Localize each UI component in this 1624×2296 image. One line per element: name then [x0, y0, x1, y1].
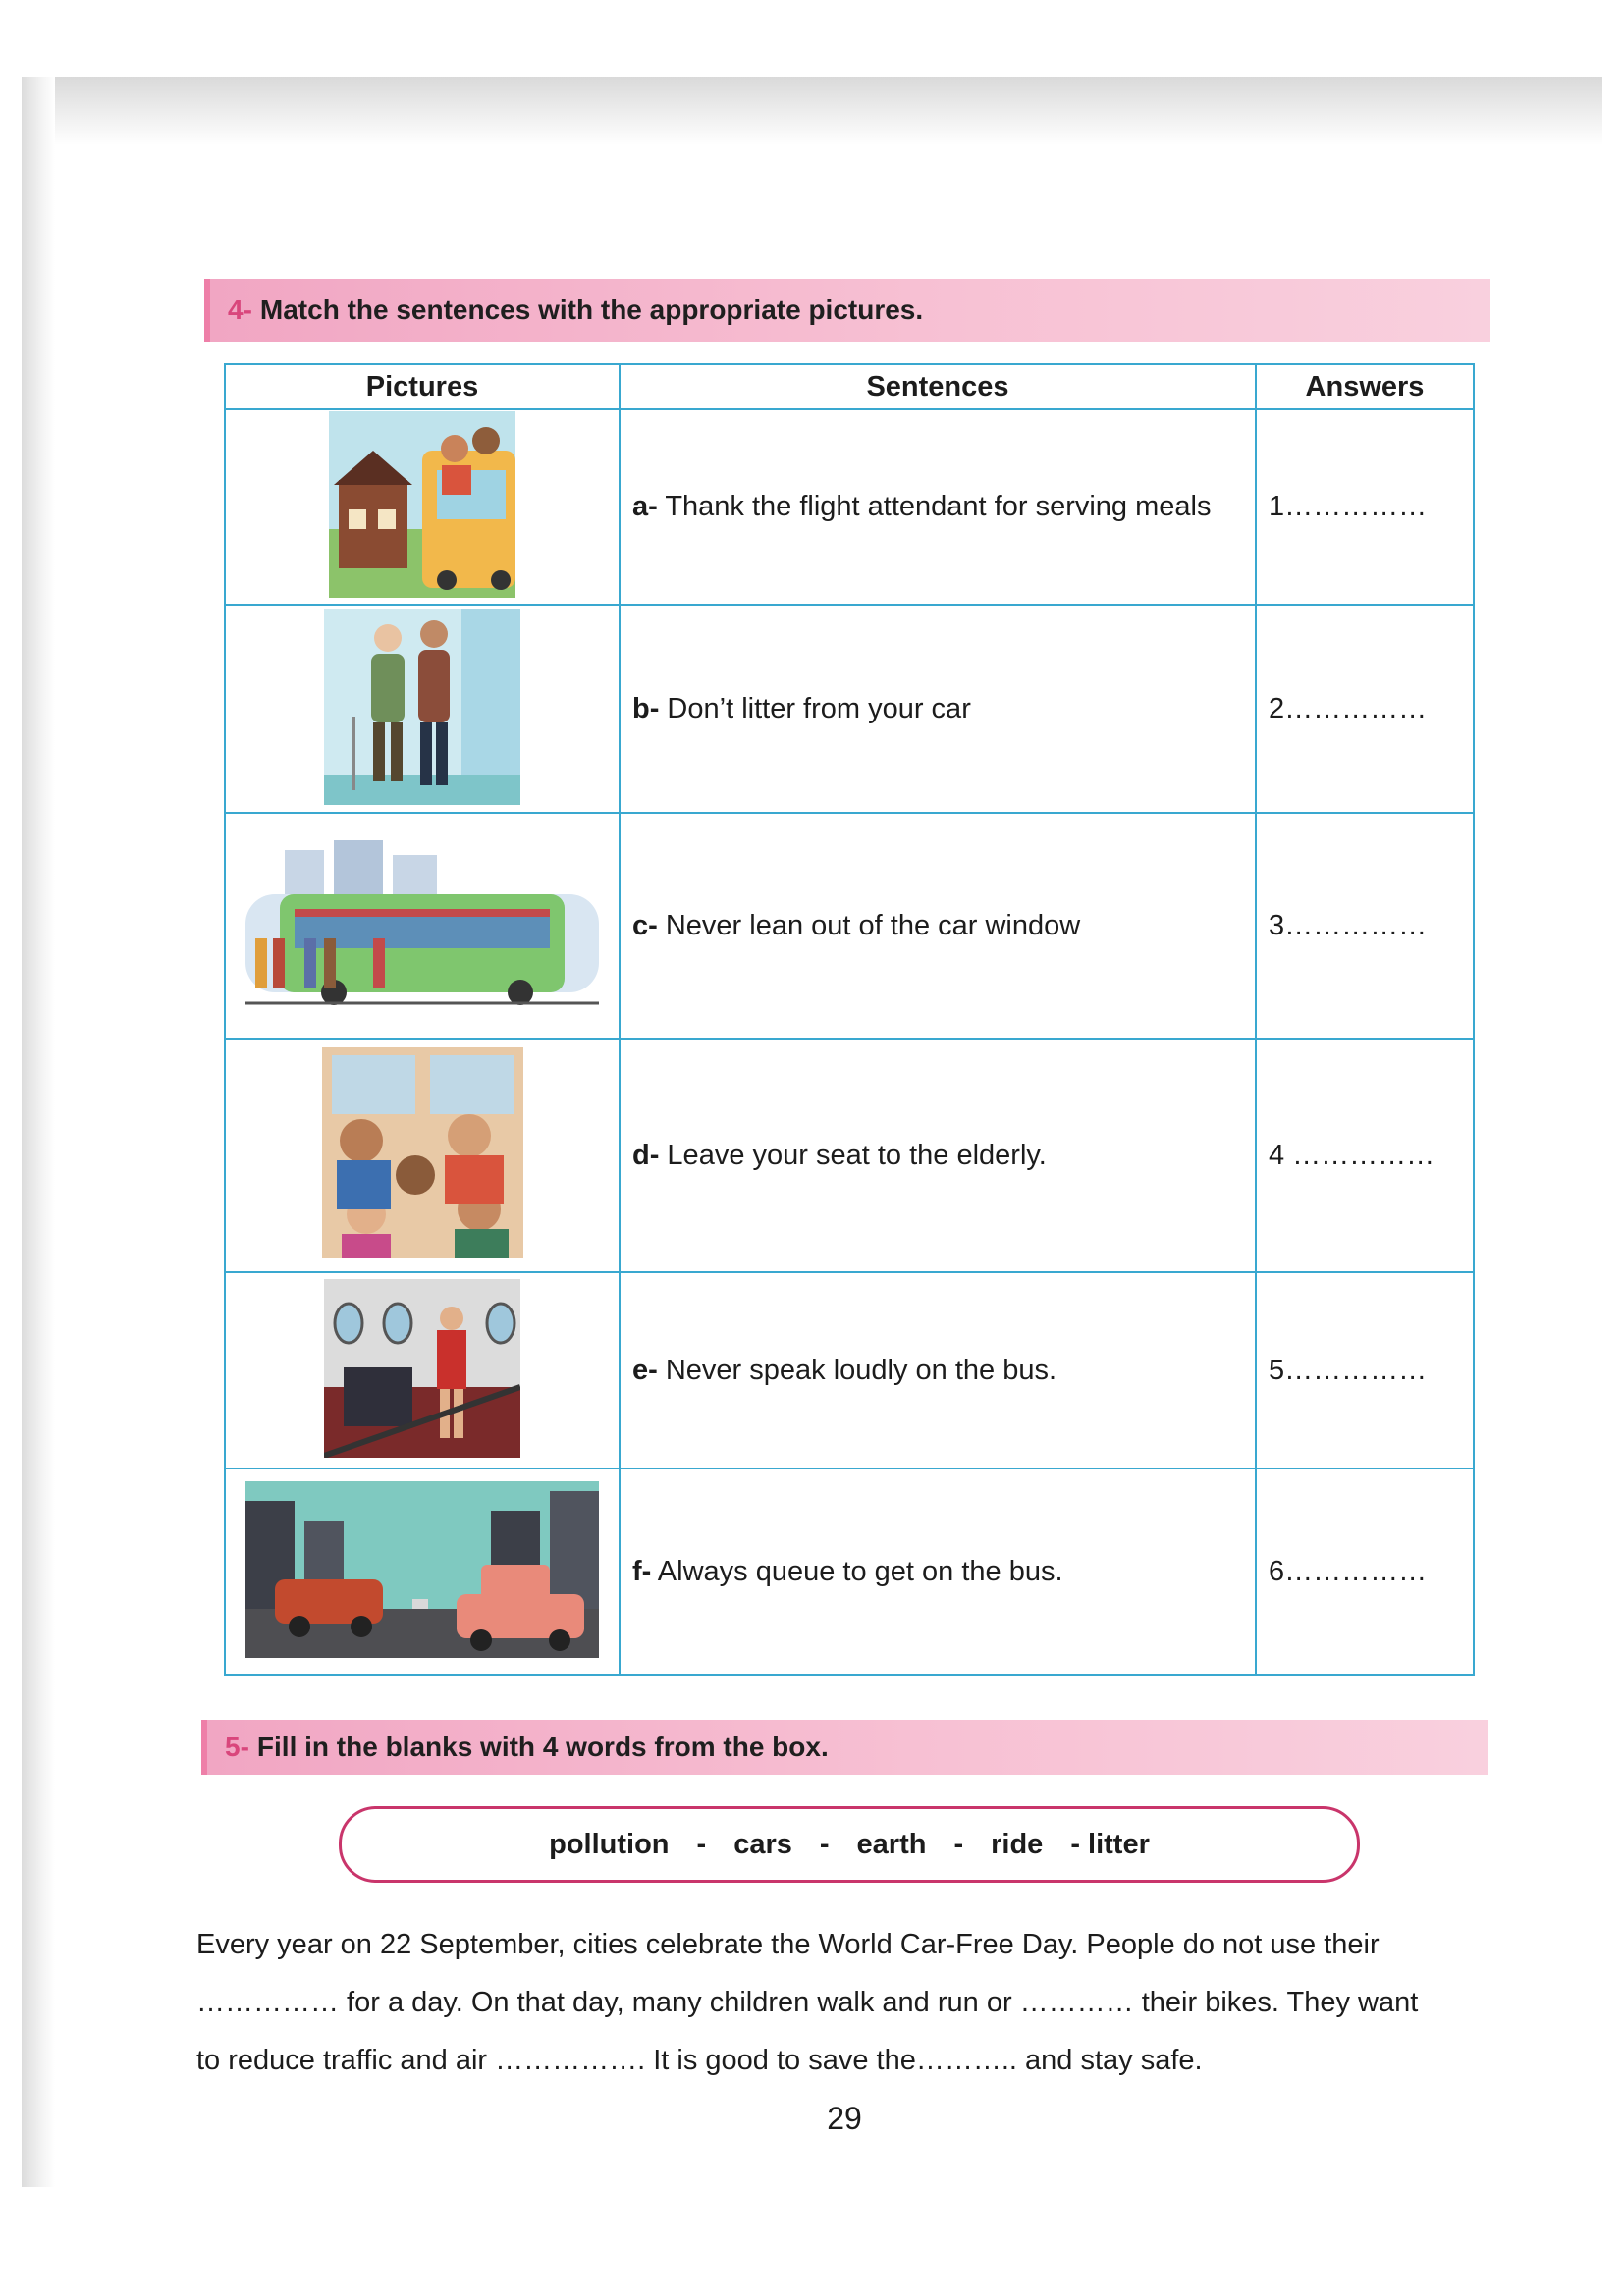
picture-cell: [225, 409, 620, 605]
elderly-help-illustration: [324, 609, 520, 805]
table-row: [225, 1468, 1474, 1675]
paragraph-line: to reduce traffic and air ……………. It is good to save the……….. and stay safe.: [196, 2045, 1203, 2076]
bus-queue-illustration: [245, 840, 599, 1007]
header-pictures: Pictures: [225, 364, 620, 409]
sentence-cell: [620, 813, 1256, 1039]
paragraph-line: Every year on 22 September, cities celebrate the World Car-Free Day. People do not use their: [196, 1929, 1380, 1960]
sentence-letter: d-: [632, 1139, 660, 1171]
sentence-letter: e-: [632, 1354, 658, 1386]
sentence-cell: [620, 1468, 1256, 1675]
word-separator: -: [953, 1828, 964, 1860]
answer-blank[interactable]: 6……………: [1256, 1468, 1474, 1675]
page-number: 29: [827, 2101, 862, 2136]
page-edge-shadow: [22, 77, 1602, 145]
car-litter-illustration: [245, 1481, 599, 1658]
answer-blank[interactable]: 5……………: [1256, 1272, 1474, 1468]
answer-blank[interactable]: 4 ……………: [1256, 1039, 1474, 1272]
sentence-text: Never speak loudly on the bus.: [657, 1354, 1057, 1386]
section-5-number: 5-: [225, 1732, 249, 1762]
table-row: [225, 1039, 1474, 1272]
sentence-letter: f-: [632, 1555, 652, 1587]
picture-cell: [225, 1272, 620, 1468]
word-item: - litter: [1070, 1828, 1150, 1860]
bus-window-illustration: [329, 411, 515, 598]
word-box: [339, 1806, 1360, 1883]
sentence-text: Thank the flight attendant for serving meals: [657, 491, 1212, 522]
section-4-heading: [204, 279, 1490, 342]
table-row: [225, 1272, 1474, 1468]
picture-cell: [225, 813, 620, 1039]
sentence-cell: [620, 1272, 1256, 1468]
sentence-text: Leave your seat to the elderly.: [659, 1139, 1047, 1171]
answer-blank[interactable]: 1……………: [1256, 409, 1474, 605]
sentence-letter: c-: [632, 909, 658, 941]
page-spine-shadow: [22, 77, 55, 2187]
header-sentences: Sentences: [620, 364, 1256, 409]
word-separator: -: [819, 1828, 830, 1860]
section-5-heading: [201, 1720, 1488, 1775]
answer-blank[interactable]: 3……………: [1256, 813, 1474, 1039]
answer-blank[interactable]: 2……………: [1256, 605, 1474, 813]
sentence-text: Always queue to get on the bus.: [651, 1555, 1063, 1587]
picture-cell: [225, 605, 620, 813]
word-item: ride: [991, 1828, 1044, 1860]
sentence-letter: b-: [632, 692, 660, 724]
paragraph-line: …………… for a day. On that day, many children walk and run or ………… their bikes. They want: [196, 1987, 1419, 2018]
sentence-cell: [620, 1039, 1256, 1272]
word-item: cars: [733, 1828, 792, 1860]
sentence-cell: [620, 409, 1256, 605]
picture-cell: [225, 1039, 620, 1272]
table-row: [225, 409, 1474, 605]
matching-table: [224, 363, 1475, 1676]
flight-attendant-illustration: [324, 1279, 520, 1458]
section-4-title: Match the sentences with the appropriate pictures.: [259, 294, 924, 325]
word-item: earth: [856, 1828, 927, 1860]
table-row: [225, 605, 1474, 813]
word-separator: -: [696, 1828, 707, 1860]
crowded-bus-illustration: [322, 1047, 523, 1258]
section-5-title: Fill in the blanks with 4 words from the box.: [256, 1732, 829, 1762]
word-item: pollution: [549, 1828, 670, 1860]
picture-cell: [225, 1468, 620, 1675]
table-header-row: [225, 364, 1474, 409]
header-answers: Answers: [1256, 364, 1474, 409]
sentence-text: Don’t litter from your car: [659, 692, 971, 724]
sentence-text: Never lean out of the car window: [657, 909, 1081, 941]
section-4-number: 4-: [228, 294, 252, 325]
sentence-cell: [620, 605, 1256, 813]
table-row: [225, 813, 1474, 1039]
sentence-letter: a-: [632, 491, 658, 522]
